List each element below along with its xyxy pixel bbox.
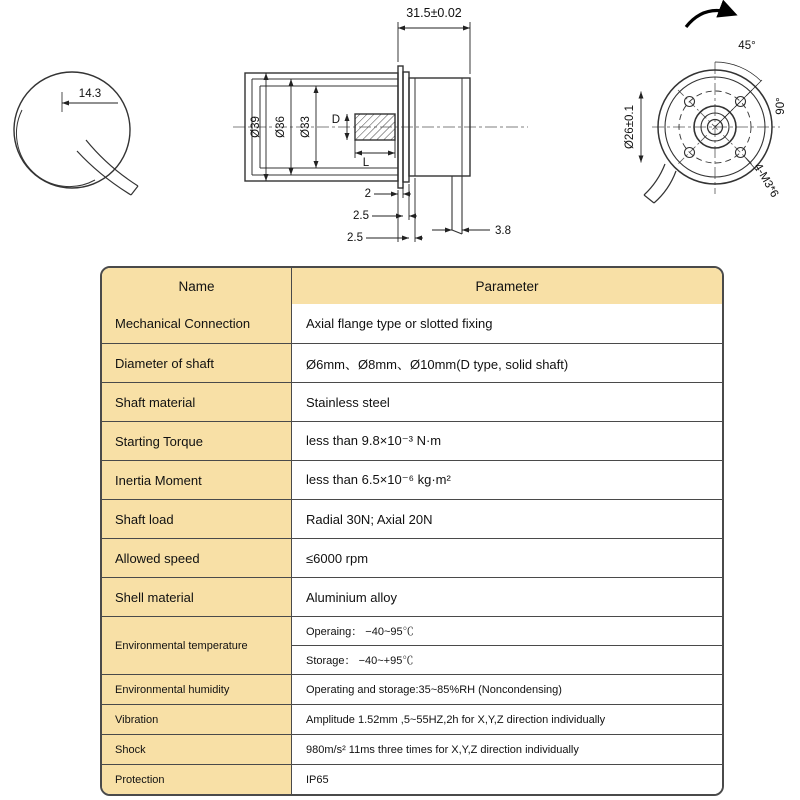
spec-row-parameter: Radial 30N; Axial 20N	[292, 500, 722, 538]
table-body	[102, 304, 722, 794]
spec-row	[102, 538, 722, 577]
dim-label-dia39: Ø39	[250, 116, 262, 138]
spec-row-parameter-line: Storage： −40~+95℃	[292, 645, 722, 674]
spec-row-parameter: ≤6000 rpm	[292, 539, 722, 577]
spec-row	[102, 734, 722, 764]
spec-row-parameter: Operating and storage:35~85%RH (Noncondensing)	[292, 675, 722, 704]
specification-table	[100, 266, 724, 796]
spec-row	[102, 421, 722, 460]
header-name: Name	[102, 268, 292, 304]
spec-row-name: Allowed speed	[102, 539, 292, 577]
spec-row-name: Mechanical Connection	[102, 304, 292, 343]
dim-label-shaft-l: L	[362, 157, 370, 169]
table-header-row	[102, 268, 722, 304]
spec-row-name: Shell material	[102, 578, 292, 616]
dim-label-90deg: 90°	[775, 97, 787, 115]
spec-row-name: Shaft material	[102, 383, 292, 421]
section-body	[245, 66, 470, 234]
spec-row-parameter-line: Operaing： −40~95℃	[306, 626, 414, 638]
rear-view-drawing	[14, 72, 138, 195]
spec-row	[102, 616, 722, 674]
rotation-arrow	[686, 11, 734, 27]
spec-row	[102, 460, 722, 499]
dim-label-45deg: 45°	[738, 40, 756, 52]
spec-row	[102, 382, 722, 421]
dim-label-step2: 2.5	[353, 210, 369, 222]
spec-row-name: Shaft load	[102, 500, 292, 538]
spec-row-name: Starting Torque	[102, 422, 292, 460]
spec-row	[102, 577, 722, 616]
spec-row-name: Environmental humidity	[102, 675, 292, 704]
spec-row	[102, 304, 722, 343]
spec-row-parameter: Axial flange type or slotted fixing	[292, 304, 722, 343]
spec-row	[102, 704, 722, 734]
spec-row-name: Shock	[102, 735, 292, 764]
dim-label-step3: 2.5	[347, 232, 363, 244]
cable-exit-pin	[452, 176, 462, 234]
front-view-drawing	[624, 11, 787, 203]
spec-row-parameter: less than 6.5×10⁻⁶ kg·m²	[292, 461, 722, 499]
dim-label-shaft-d: D	[331, 114, 340, 126]
spec-row-parameter: less than 9.8×10⁻³ N·m	[292, 422, 722, 460]
spec-row-name: Protection	[102, 765, 292, 794]
spec-row	[102, 764, 722, 794]
spec-row-parameter	[292, 617, 722, 674]
spec-row-parameter: Aluminium alloy	[292, 578, 722, 616]
spec-row-name: Inertia Moment	[102, 461, 292, 499]
spec-row-parameter: Stainless steel	[292, 383, 722, 421]
dim-label-cable-offset: 14.3	[78, 88, 102, 100]
spec-row-parameter: IP65	[292, 765, 722, 794]
dim-label-step1: 2	[364, 188, 371, 200]
spec-row-parameter: 980m/s² 11ms three times for X,Y,Z direction individually	[292, 735, 722, 764]
rear-view-dimension	[62, 88, 118, 112]
spec-row	[102, 499, 722, 538]
dim-label-bolt-circle: Ø26±0.1	[624, 104, 636, 150]
rear-view-inner-arc	[16, 110, 95, 187]
spec-row-parameter: Amplitude 1.52mm ,5~55HZ,2h for X,Y,Z direction individually	[292, 705, 722, 734]
dim-label-length: 31.5±0.02	[406, 6, 462, 20]
front-view-body	[644, 70, 772, 203]
spec-row-name: Environmental temperature	[102, 617, 292, 674]
spec-row-name: Vibration	[102, 705, 292, 734]
header-parameter: Parameter	[292, 268, 722, 304]
section-view-drawing	[233, 6, 528, 244]
dim-label-dia36: Ø36	[275, 116, 287, 138]
spec-row-parameter: Ø6mm、Ø8mm、Ø10mm(D type, solid shaft)	[292, 344, 722, 382]
spec-row	[102, 343, 722, 382]
dim-label-screw-spec: 4-M3*6	[751, 161, 781, 200]
dim-label-dia33: Ø33	[300, 116, 312, 138]
spec-row-name: Diameter of shaft	[102, 344, 292, 382]
shaft-hatched-section	[355, 114, 395, 140]
front-view-dimensions	[624, 11, 787, 200]
technical-drawings	[0, 0, 800, 262]
dim-label-pin: 3.8	[495, 225, 511, 237]
front-view-cable	[644, 164, 676, 203]
spec-row	[102, 674, 722, 704]
